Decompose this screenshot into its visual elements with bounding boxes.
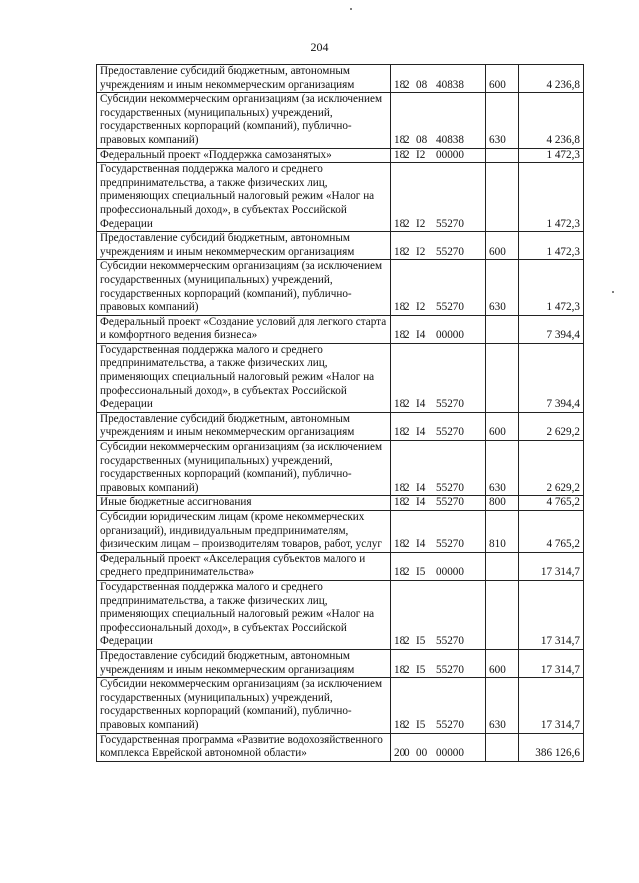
amount: 17 314,7 xyxy=(519,678,584,733)
budget-table xyxy=(96,64,584,762)
budget-code xyxy=(391,496,486,511)
expense-type-code: 600 xyxy=(486,649,519,677)
amount: 7 394,4 xyxy=(519,315,584,343)
amount: 4 765,2 xyxy=(519,496,584,511)
page-number: 204 xyxy=(310,40,329,54)
item-name: Государственная поддержка малого и среднего предпринимательства, а также физических лиц, применяющих специальный налоговый режим «Налог на профессиональный доход», в субъектах Российской Федерации xyxy=(97,580,391,649)
code-part: 2 xyxy=(404,245,410,258)
code-part: 18 xyxy=(394,538,406,551)
code-part: 18 xyxy=(394,398,406,411)
table-row xyxy=(97,441,584,496)
code-part: 2 xyxy=(404,635,410,648)
code-part: 2 xyxy=(404,663,410,676)
code-part: I5 xyxy=(416,663,426,676)
table-row xyxy=(97,552,584,580)
item-name: Федеральный проект «Акселерация субъектов малого и среднего предпринимательства» xyxy=(97,552,391,580)
table-row xyxy=(97,93,584,148)
code-part: I5 xyxy=(416,566,426,579)
code-part: I4 xyxy=(416,496,426,509)
amount: 1 472,3 xyxy=(519,232,584,260)
amount: 1 472,3 xyxy=(519,148,584,163)
code-part: 2 xyxy=(404,148,410,161)
table-row xyxy=(97,260,584,315)
code-part: 40838 xyxy=(436,78,464,91)
amount: 1 472,3 xyxy=(519,260,584,315)
budget-code xyxy=(391,733,486,761)
item-name: Государственная программа «Развитие водохозяйственного комплекса Еврейской автономной области» xyxy=(97,733,391,761)
expense-type-code: 810 xyxy=(486,511,519,553)
scan-speck xyxy=(612,291,614,293)
code-part: 2 xyxy=(404,426,410,439)
code-part: 00 xyxy=(416,747,428,760)
code-part: 55270 xyxy=(436,426,464,439)
table-row xyxy=(97,148,584,163)
budget-code xyxy=(391,678,486,733)
expense-type-code xyxy=(486,343,519,412)
code-part: 2 xyxy=(404,133,410,146)
code-part: 18 xyxy=(394,78,406,91)
code-part: 08 xyxy=(416,133,428,146)
table-row xyxy=(97,315,584,343)
amount: 17 314,7 xyxy=(519,580,584,649)
code-part: 20 xyxy=(394,747,406,760)
table-row xyxy=(97,678,584,733)
code-part: 55270 xyxy=(436,663,464,676)
item-name: Государственная поддержка малого и среднего предпринимательства, а также физических лиц, применяющих специальный налоговый режим «Налог на профессиональный доход», в субъектах Российской Федерации xyxy=(97,343,391,412)
code-part: I2 xyxy=(416,148,426,161)
budget-code xyxy=(391,93,486,148)
code-part: I2 xyxy=(416,245,426,258)
item-name: Субсидии некоммерческим организациям (за исключением государственных (муниципальных) учреждений, государственных корпораций (компаний), публично-правовых компаний) xyxy=(97,678,391,733)
expense-type-code: 630 xyxy=(486,678,519,733)
amount: 4 236,8 xyxy=(519,65,584,93)
item-name: Субсидии некоммерческим организациям (за исключением государственных (муниципальных) учреждений, государственных корпораций (компаний), публично-правовых компаний) xyxy=(97,93,391,148)
code-part: I5 xyxy=(416,635,426,648)
amount: 2 629,2 xyxy=(519,412,584,440)
code-part: 18 xyxy=(394,663,406,676)
item-name: Предоставление субсидий бюджетным, автономным учреждениям и иным некоммерческим организациям xyxy=(97,412,391,440)
item-name: Субсидии некоммерческим организациям (за исключением государственных (муниципальных) учреждений, государственных корпораций (компаний), публично-правовых компаний) xyxy=(97,260,391,315)
code-part: 18 xyxy=(394,329,406,342)
code-part: 55270 xyxy=(436,635,464,648)
expense-type-code xyxy=(486,733,519,761)
code-part: I2 xyxy=(416,217,426,230)
code-part: I4 xyxy=(416,329,426,342)
code-part: 55270 xyxy=(436,538,464,551)
code-part: 00000 xyxy=(436,329,464,342)
expense-type-code: 600 xyxy=(486,412,519,440)
expense-type-code: 600 xyxy=(486,65,519,93)
amount: 7 394,4 xyxy=(519,343,584,412)
budget-code xyxy=(391,148,486,163)
code-part: 18 xyxy=(394,133,406,146)
table-row xyxy=(97,511,584,553)
budget-code xyxy=(391,232,486,260)
item-name: Федеральный проект «Поддержка самозанятых» xyxy=(97,148,391,163)
code-part: 18 xyxy=(394,426,406,439)
expense-type-code: 800 xyxy=(486,496,519,511)
code-part: 40838 xyxy=(436,133,464,146)
budget-code xyxy=(391,580,486,649)
code-part: I4 xyxy=(416,398,426,411)
table-row xyxy=(97,65,584,93)
code-part: 2 xyxy=(404,718,410,731)
code-part: 18 xyxy=(394,566,406,579)
amount: 4 236,8 xyxy=(519,93,584,148)
budget-code xyxy=(391,260,486,315)
item-name: Иные бюджетные ассигнования xyxy=(97,496,391,511)
table-row xyxy=(97,343,584,412)
table-row xyxy=(97,649,584,677)
code-part: 55270 xyxy=(436,398,464,411)
expense-type-code xyxy=(486,148,519,163)
code-part: 18 xyxy=(394,148,406,161)
scan-speck xyxy=(350,8,352,10)
code-part: 00000 xyxy=(436,747,464,760)
item-name: Предоставление субсидий бюджетным, автономным учреждениям и иным некоммерческим организациям xyxy=(97,649,391,677)
amount: 4 765,2 xyxy=(519,511,584,553)
table-row xyxy=(97,163,584,232)
code-part: 55270 xyxy=(436,496,464,509)
code-part: I2 xyxy=(416,301,426,314)
budget-code xyxy=(391,343,486,412)
code-part: 55270 xyxy=(436,245,464,258)
table-row xyxy=(97,412,584,440)
item-name: Предоставление субсидий бюджетным, автономным учреждениям и иным некоммерческим организациям xyxy=(97,65,391,93)
code-part: 18 xyxy=(394,217,406,230)
budget-code xyxy=(391,315,486,343)
budget-code xyxy=(391,412,486,440)
code-part: 2 xyxy=(404,78,410,91)
code-part: 18 xyxy=(394,496,406,509)
code-part: I5 xyxy=(416,718,426,731)
item-name: Федеральный проект «Создание условий для легкого старта и комфортного ведения бизнеса» xyxy=(97,315,391,343)
amount: 2 629,2 xyxy=(519,441,584,496)
code-part: 55270 xyxy=(436,217,464,230)
code-part: I4 xyxy=(416,538,426,551)
expense-type-code xyxy=(486,163,519,232)
code-part: I4 xyxy=(416,481,426,494)
table-row xyxy=(97,496,584,511)
code-part: 00000 xyxy=(436,148,464,161)
code-part: 2 xyxy=(404,398,410,411)
code-part: 55270 xyxy=(436,481,464,494)
amount: 17 314,7 xyxy=(519,552,584,580)
table-row xyxy=(97,733,584,761)
budget-code xyxy=(391,511,486,553)
item-name: Государственная поддержка малого и среднего предпринимательства, а также физических лиц, применяющих специальный налоговый режим «Налог на профессиональный доход», в субъектах Российской Федерации xyxy=(97,163,391,232)
code-part: 18 xyxy=(394,481,406,494)
budget-code xyxy=(391,649,486,677)
budget-code xyxy=(391,65,486,93)
amount: 386 126,6 xyxy=(519,733,584,761)
expense-type-code xyxy=(486,315,519,343)
expense-type-code xyxy=(486,580,519,649)
code-part: 55270 xyxy=(436,718,464,731)
item-name: Субсидии некоммерческим организациям (за исключением государственных (муниципальных) учреждений, государственных корпораций (компаний), публично-правовых компаний) xyxy=(97,441,391,496)
expense-type-code: 630 xyxy=(486,260,519,315)
code-part: 18 xyxy=(394,635,406,648)
expense-type-code: 630 xyxy=(486,441,519,496)
code-part: 2 xyxy=(404,481,410,494)
code-part: 18 xyxy=(394,301,406,314)
budget-code xyxy=(391,441,486,496)
code-part: 2 xyxy=(404,566,410,579)
budget-code xyxy=(391,163,486,232)
item-name: Субсидии юридическим лицам (кроме некоммерческих организаций), индивидуальным предпринимателям, физическим лицам – производителям товаров, работ, услуг xyxy=(97,511,391,553)
expense-type-code: 600 xyxy=(486,232,519,260)
code-part: 18 xyxy=(394,245,406,258)
code-part: 08 xyxy=(416,78,428,91)
code-part: 2 xyxy=(404,538,410,551)
amount: 17 314,7 xyxy=(519,649,584,677)
budget-code xyxy=(391,552,486,580)
code-part: 2 xyxy=(404,496,410,509)
table-row xyxy=(97,580,584,649)
code-part: 55270 xyxy=(436,301,464,314)
expense-type-code xyxy=(486,552,519,580)
code-part: 2 xyxy=(404,329,410,342)
item-name: Предоставление субсидий бюджетным, автономным учреждениям и иным некоммерческим организациям xyxy=(97,232,391,260)
amount: 1 472,3 xyxy=(519,163,584,232)
code-part: 2 xyxy=(404,217,410,230)
expense-type-code: 630 xyxy=(486,93,519,148)
code-part: 18 xyxy=(394,718,406,731)
code-part: I4 xyxy=(416,426,426,439)
table-row xyxy=(97,232,584,260)
code-part: 2 xyxy=(404,301,410,314)
code-part: 0 xyxy=(404,747,410,760)
code-part: 00000 xyxy=(436,566,464,579)
